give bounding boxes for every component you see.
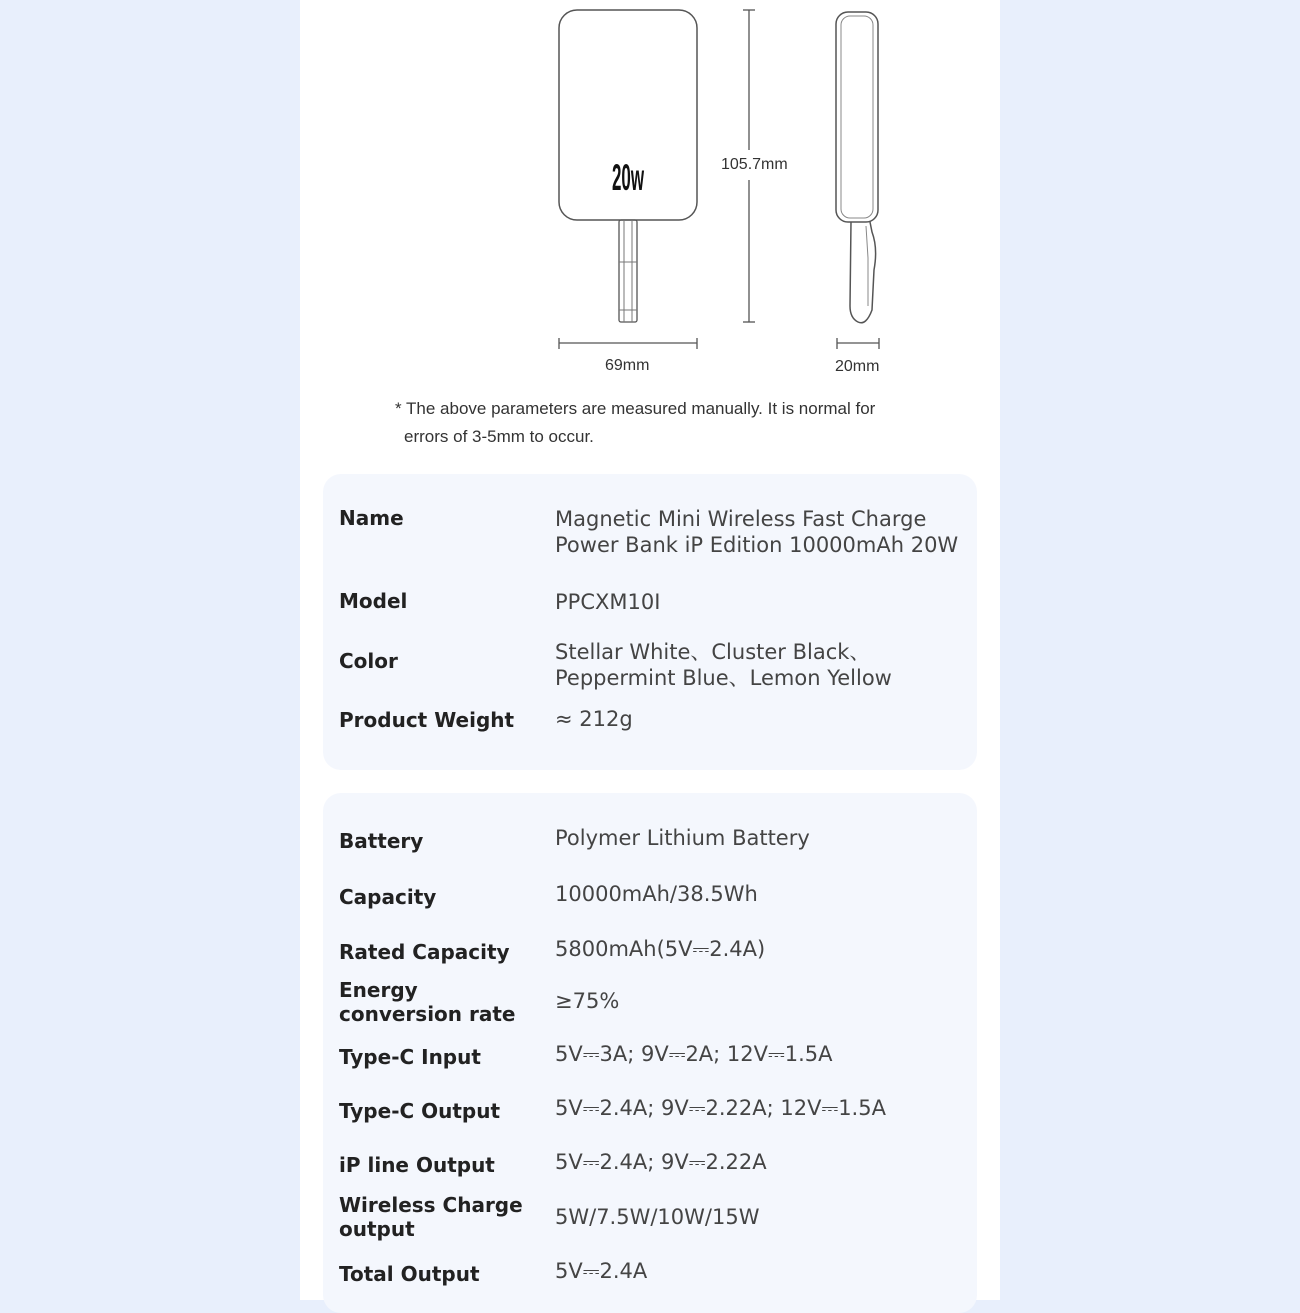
measurement-note	[395, 395, 935, 451]
spec-label: Color	[339, 649, 398, 673]
spec-value: ≥75%	[555, 989, 620, 1013]
front-cable-outline	[619, 220, 637, 322]
spec-value: 5V⎓2.4A; 9V⎓2.22A; 12V⎓1.5A	[555, 1096, 886, 1120]
spec-label: Product Weight	[339, 708, 515, 732]
spec-label	[339, 940, 539, 964]
electrical-spec-card	[323, 793, 977, 1313]
device-badge: 20w	[612, 156, 645, 199]
spec-label-line: Battery	[339, 829, 424, 853]
spec-label-line: Rated Capacity	[339, 940, 510, 964]
spec-label-line: conversion rate	[339, 1002, 516, 1026]
side-view-outline	[836, 12, 878, 222]
spec-value-line: PPCXM10I	[555, 590, 661, 614]
spec-value	[555, 506, 965, 558]
spec-label	[339, 1262, 539, 1286]
spec-value	[555, 589, 965, 615]
note-line-1: * The above parameters are measured manually. It is normal for	[395, 399, 876, 418]
spec-label-line: Type-C Input	[339, 1045, 481, 1069]
spec-label	[339, 1045, 539, 1069]
dimension-diagram	[300, 0, 1000, 400]
spec-label	[339, 885, 539, 909]
spec-value: 5W/7.5W/10W/15W	[555, 1205, 760, 1229]
spec-value: 5V⎓2.4A	[555, 1259, 648, 1283]
spec-value-line: Power Bank iP Edition 10000mAh 20W	[555, 533, 959, 557]
spec-label-line: Capacity	[339, 885, 437, 909]
product-spec-page	[300, 0, 1000, 1300]
spec-value-line: Stellar White、Cluster Black、	[555, 640, 871, 664]
thickness-label: 20mm	[835, 358, 880, 375]
width-label: 69mm	[605, 357, 650, 374]
spec-label	[339, 829, 539, 853]
spec-value: 5800mAh(5V⎓2.4A)	[555, 937, 766, 961]
spec-value: 5V⎓2.4A; 9V⎓2.22A	[555, 1150, 767, 1174]
spec-label	[339, 978, 539, 1026]
side-cable-loop	[850, 222, 876, 323]
spec-label-line: Type-C Output	[339, 1099, 501, 1123]
spec-value: 5V⎓3A; 9V⎓2A; 12V⎓1.5A	[555, 1042, 833, 1066]
side-view-inner	[841, 16, 873, 218]
general-spec-card	[323, 474, 977, 770]
spec-value	[555, 706, 965, 732]
spec-label	[339, 1153, 539, 1177]
spec-label-line: Wireless Charge	[339, 1193, 523, 1217]
spec-label	[339, 1193, 539, 1241]
spec-label-line: output	[339, 1217, 415, 1241]
spec-value: Polymer Lithium Battery	[555, 826, 810, 850]
side-cable-inner	[866, 226, 868, 306]
spec-label: Name	[339, 506, 404, 530]
spec-value-line: Peppermint Blue、Lemon Yellow	[555, 666, 892, 690]
note-line-2: errors of 3-5mm to occur.	[404, 427, 594, 446]
spec-label-line: Total Output	[339, 1262, 480, 1286]
spec-label-line: iP line Output	[339, 1153, 495, 1177]
spec-value	[555, 639, 965, 691]
dimension-drawing	[300, 0, 1000, 400]
spec-value-line: ≈ 212g	[555, 707, 633, 731]
height-label: 105.7mm	[721, 156, 788, 173]
spec-label-line: Energy	[339, 978, 418, 1002]
spec-label: Model	[339, 589, 408, 613]
spec-value-line: Magnetic Mini Wireless Fast Charge	[555, 507, 927, 531]
spec-label	[339, 1099, 539, 1123]
spec-value: 10000mAh/38.5Wh	[555, 882, 758, 906]
